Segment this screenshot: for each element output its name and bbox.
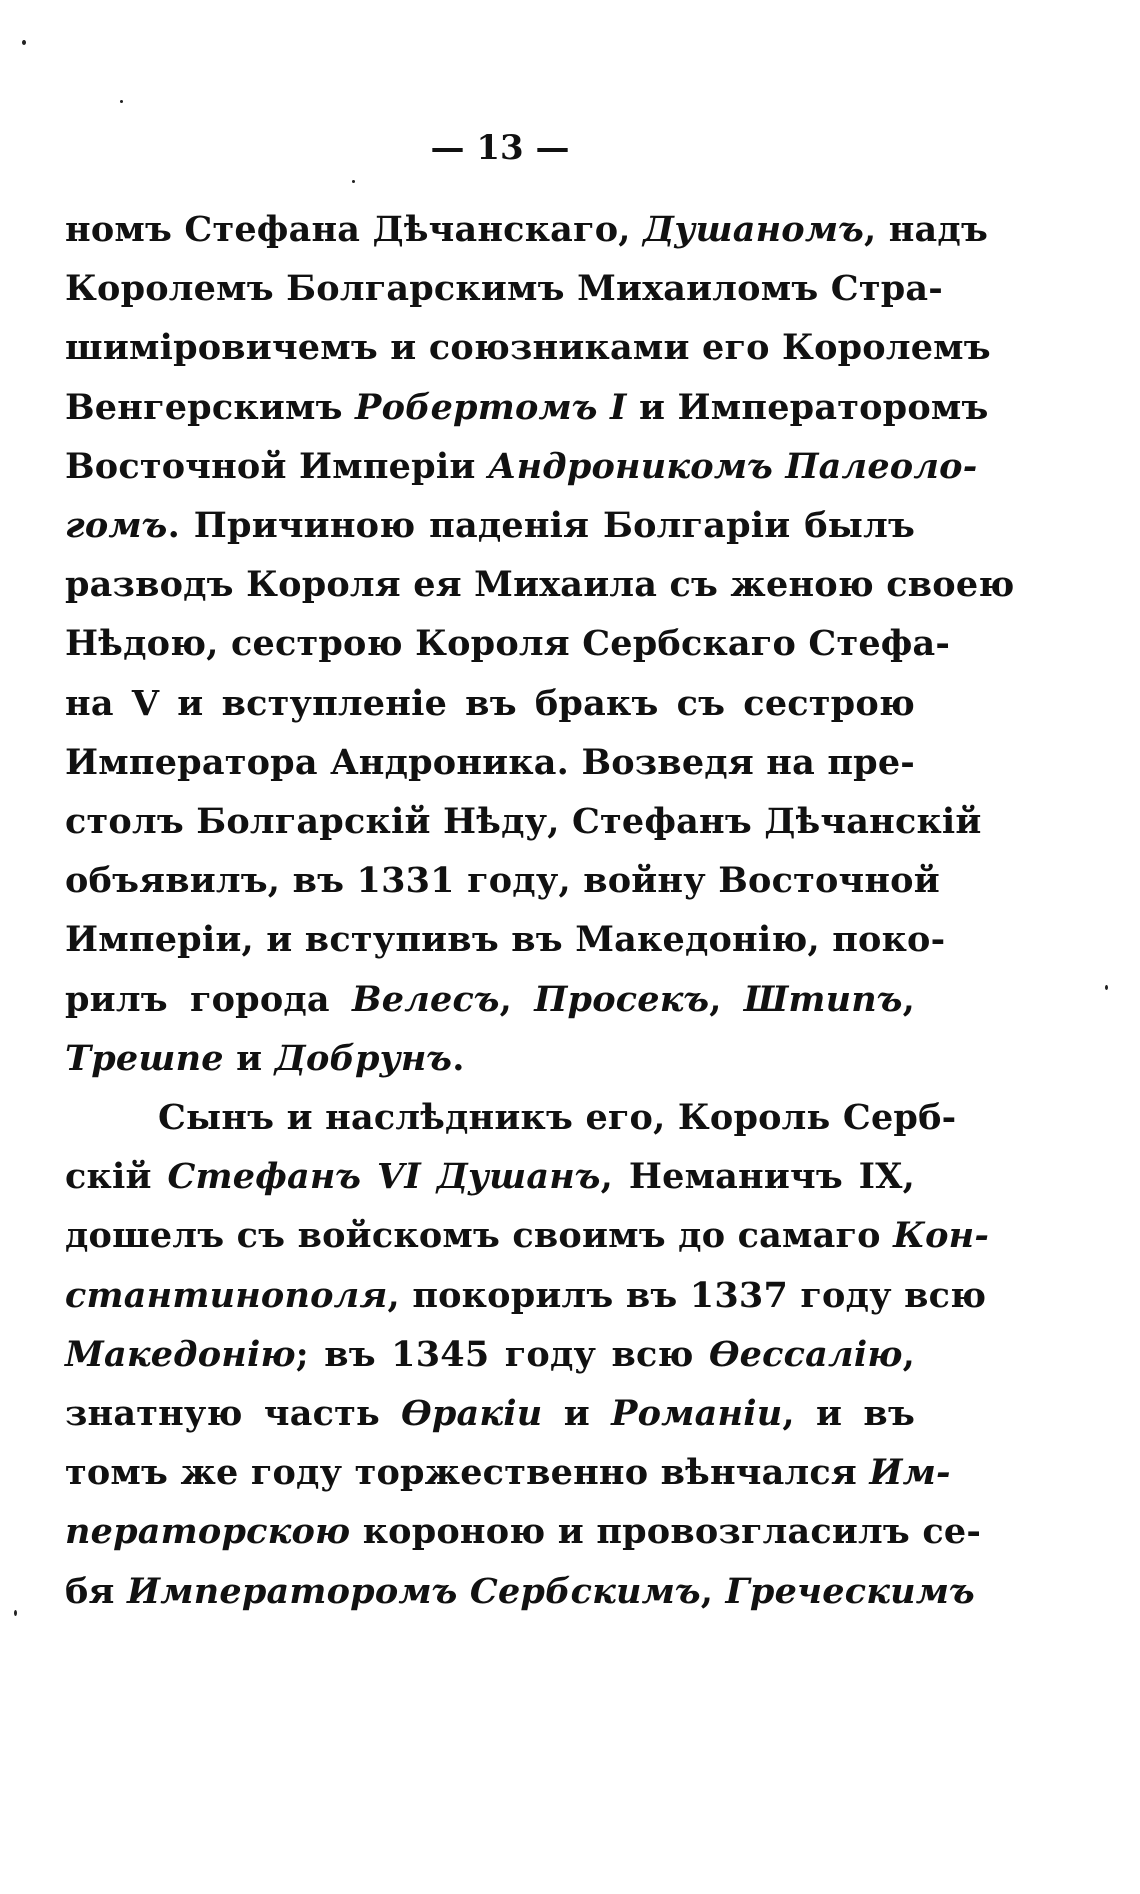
roman-text: .	[452, 1037, 465, 1079]
roman-text: и Императоромъ	[626, 386, 989, 428]
roman-text: на V и вступленiе въ бракъ съ сестрою	[65, 682, 915, 724]
roman-text: ,	[499, 978, 535, 1020]
roman-text: короною и провозгласилъ се-	[350, 1511, 982, 1553]
roman-text: и	[542, 1393, 612, 1434]
text-line	[65, 437, 978, 497]
roman-text: скiй	[65, 1156, 168, 1198]
roman-text: Нѣдою, сестрою Короля Сербскаго Стефа-	[65, 623, 951, 665]
text-line	[65, 1266, 987, 1326]
roman-text: ,	[700, 1570, 726, 1612]
roman-text: бя	[65, 1570, 127, 1612]
roman-text: знатную часть	[65, 1393, 402, 1434]
italic-text: Греческимъ	[725, 1570, 975, 1612]
roman-text: томъ же году торжественно вѣнчался	[65, 1452, 870, 1494]
text-line	[65, 733, 915, 793]
text-line	[65, 1206, 990, 1266]
text-line	[65, 1147, 915, 1207]
italic-text: Ѳессалiю	[708, 1333, 903, 1375]
text-line	[65, 970, 915, 1030]
roman-text: Императора Андроника. Возведя на пре-	[65, 741, 916, 783]
roman-text: , Неманичъ IX,	[600, 1156, 915, 1198]
roman-text: Имперiи, и вступивъ въ Македонiю, поко-	[65, 919, 946, 961]
italic-text: Велесъ	[351, 978, 500, 1020]
roman-text: . Причиною паденiя Болгарiи былъ	[167, 505, 915, 546]
italic-text: Ѳракiи	[401, 1393, 543, 1434]
roman-text: ,	[709, 978, 744, 1020]
scan-speck	[22, 40, 26, 45]
italic-text: Им-	[869, 1452, 951, 1494]
roman-text: разводъ Короля ея Михаила съ женою своею	[65, 564, 1015, 606]
text-line	[65, 496, 915, 556]
roman-text: ; въ 1345 году всю	[295, 1333, 709, 1375]
text-line	[65, 910, 946, 970]
roman-text: , надъ	[863, 209, 989, 250]
italic-text: Романiи	[611, 1393, 783, 1434]
roman-text: ,	[902, 1333, 915, 1375]
text-line	[65, 378, 989, 438]
roman-text: , покорилъ въ 1337 году всю	[387, 1274, 987, 1316]
roman-text: и	[223, 1037, 275, 1079]
text-line	[65, 259, 943, 319]
text-line	[65, 792, 982, 852]
italic-text: Добрунъ	[274, 1037, 453, 1079]
italic-text: Робертомъ I	[355, 386, 627, 428]
text-line	[65, 1443, 951, 1503]
roman-text: Сынъ и наслѣдникъ его, Король Серб-	[158, 1097, 957, 1138]
text-line	[65, 1029, 915, 1089]
italic-text: Трешпе	[65, 1037, 224, 1079]
italic-text: Просекъ	[534, 978, 710, 1020]
scan-speck	[14, 1610, 17, 1616]
roman-text: Королемъ Болгарскимъ Михаиломъ Стра-	[65, 268, 943, 310]
roman-text: номъ Стефана Дѣчанскаго,	[65, 209, 644, 250]
text-line	[65, 1325, 915, 1385]
text-line	[65, 1384, 915, 1444]
scan-speck	[120, 100, 123, 103]
italic-text: Кон-	[893, 1215, 990, 1257]
text-line	[158, 1088, 957, 1148]
italic-text: стантинополя	[65, 1274, 388, 1316]
roman-text: дошелъ съ войскомъ своимъ до самаго	[65, 1215, 894, 1257]
text-line	[65, 200, 989, 260]
roman-text: Восточной Имперiи	[65, 445, 488, 487]
italic-text: Штипъ	[743, 978, 903, 1020]
roman-text: шимiровичемъ и союзниками его Королемъ	[65, 327, 991, 369]
roman-text: рилъ города	[65, 978, 352, 1020]
italic-text: ператорскою	[65, 1511, 351, 1553]
text-line	[65, 1502, 982, 1562]
italic-text: Андроникомъ Палеоло-	[487, 445, 978, 487]
text-line	[65, 1562, 975, 1622]
italic-text: Императоромъ Сербскимъ	[127, 1570, 701, 1612]
page-number: — 13 —	[430, 128, 570, 168]
roman-text: объявилъ, въ 1331 году, войну Восточной	[65, 860, 940, 902]
text-line	[65, 851, 940, 911]
roman-text: ,	[902, 978, 915, 1020]
text-line	[65, 674, 915, 734]
roman-text: столъ Болгарскiй Нѣду, Стефанъ Дѣчанскiй	[65, 801, 982, 842]
scan-speck	[1105, 985, 1108, 990]
scan-speck	[352, 180, 355, 183]
italic-text: Душаномъ	[643, 209, 864, 250]
italic-text: гомъ	[65, 505, 168, 546]
italic-text: Стефанъ VI Душанъ	[167, 1156, 601, 1198]
roman-text: , и въ	[782, 1393, 915, 1434]
italic-text: Македонiю	[65, 1333, 296, 1375]
roman-text: Венгерскимъ	[65, 386, 356, 428]
text-line	[65, 555, 1015, 615]
text-line	[65, 318, 991, 378]
text-line	[65, 614, 951, 674]
